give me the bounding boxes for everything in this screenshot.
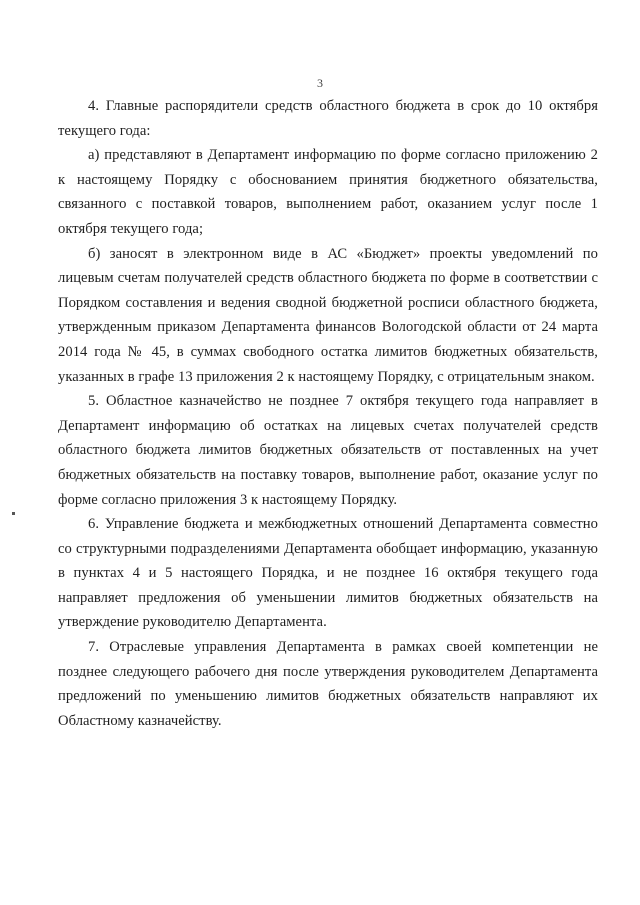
paragraph-7: 7. Отраслевые управления Департамента в рамках своей компетенции не позднее следующего рабочего дня после утверждения руководителем Департамента предложений по уменьшению лимитов бюджетных обязательств направляют их Областному казначейству. [58, 639, 598, 729]
page-number: 3 [317, 76, 323, 90]
paragraph-4a: а) представляют в Департамент информацию по форме согласно приложению 2 к настоящему Порядку с обоснованием принятия бюджетного обязательства, связанного с поставкой товаров, выполнением работ, оказанием услуг после 1 октября текущего года; [58, 147, 598, 237]
paragraph-6: 6. Управление бюджета и межбюджетных отношений Департамента совместно со структурными подразделениями Департамента обобщает информацию, указанную в пунктах 4 и 5 настоящего Порядка, и не позднее 16 октября текущего года направляет предложения об уменьшении лимитов бюджетных обязательств на утверждение руководителю Департамента. [58, 516, 598, 631]
document-body [58, 94, 598, 733]
paragraph-5: 5. Областное казначейство не позднее 7 октября текущего года направляет в Департамент информацию об остатках на лицевых счетах получателей средств областного бюджета лимитов бюджетных обязательств от поставленных на учет бюджетных обязательств на поставку товаров, выполнение работ, оказание услуг по форме согласно приложения 3 к настоящему Порядку. [58, 393, 598, 508]
margin-mark [12, 512, 15, 515]
paragraph-4b: б) заносят в электронном виде в АС «Бюджет» проекты уведомлений по лицевым счетам получателей средств областного бюджета по форме в соответствии с Порядком составления и ведения сводной бюджетной росписи областного бюджета, утвержденным приказом Департамента финансов Вологодской области от 24 марта 2014 года № 45, в суммах свободного остатка лимитов бюджетных обязательств, указанных в графе 13 приложения 2 к настоящему Порядку, с отрицательным знаком. [58, 245, 598, 385]
paragraph-4: 4. Главные распорядители средств областного бюджета в срок до 10 октября текущего года: [58, 98, 598, 139]
